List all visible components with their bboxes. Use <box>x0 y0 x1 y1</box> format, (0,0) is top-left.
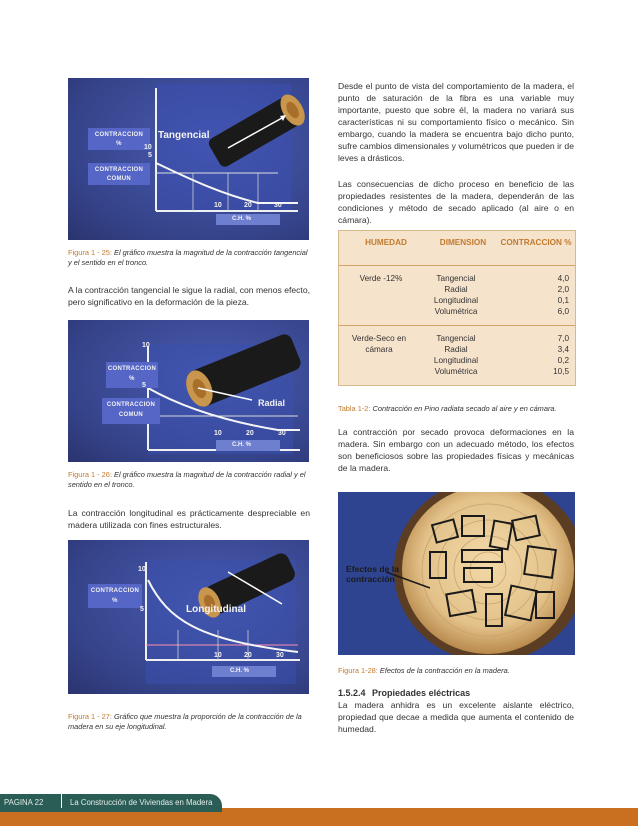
table-cell-value: 6,0 <box>557 307 569 316</box>
table-cell-value: 4,0 <box>557 274 569 283</box>
y-tick-10: 10 <box>138 566 146 573</box>
x-tick-20: 20 <box>246 430 254 437</box>
figure-tangencial-photo <box>68 78 309 240</box>
effects-label-line1: Efectos de la <box>346 564 400 574</box>
effects-label-line2: contracción <box>346 574 395 584</box>
figure-25-number: Figura 1 - 25: <box>68 248 112 257</box>
table-header-dimension: DIMENSION <box>439 238 487 247</box>
slide-label-percent: % <box>129 376 135 382</box>
section-title-text: Propiedades eléctricas <box>372 688 471 698</box>
page-number: PAGINA 22 <box>4 798 44 807</box>
curve-label-tangencial: Tangencial <box>158 130 210 141</box>
curve-label-radial: Radial <box>258 398 286 408</box>
table-cell-dimension: Radial <box>444 285 468 294</box>
slide-label-contraccion-comun: CONTRACCION <box>106 402 156 408</box>
table-divider <box>339 325 575 326</box>
figure-radial-photo <box>68 320 309 462</box>
table-cell-value: 0,2 <box>557 356 569 365</box>
table-row-humedad: Verde-Seco en cámara <box>351 334 407 354</box>
table-header-contraccion: CONTRACCION % <box>500 238 572 247</box>
x-tick-10: 10 <box>214 202 222 209</box>
longitudinal-chart-graphic <box>68 540 309 694</box>
figure-27-caption <box>68 712 310 732</box>
x-tick-10: 10 <box>214 430 222 437</box>
radial-chart-graphic <box>68 320 309 462</box>
slide-label-contraccion: CONTRACCION <box>90 588 140 594</box>
slide-label-contraccion-comun: CONTRACCION <box>94 167 144 173</box>
table-divider <box>339 265 575 266</box>
figure-25-caption <box>68 248 310 268</box>
slide-label-contraccion: CONTRACCION <box>107 366 157 372</box>
table-row-humedad: Verde -12% <box>359 274 403 283</box>
table-cell-value: 3,4 <box>557 345 569 354</box>
left-paragraph-1: A la contracción tangencial le sigue la radial, con menos efecto, pero significativo en la deformación de la pieza. <box>68 285 310 307</box>
y-tick-10: 10 <box>144 144 152 151</box>
slide-label-percent: % <box>112 598 118 604</box>
table-cell-dimension: Radial <box>444 345 468 354</box>
slide-label-percent: % <box>116 141 122 147</box>
table-caption-text: Contracción en Pino radiata secado al aire y en cámara. <box>372 404 557 413</box>
x-tick-30: 30 <box>274 202 282 209</box>
table-caption <box>338 404 578 414</box>
footer-separator <box>61 788 62 808</box>
figure-28-text: Efectos de la contracción en la madera. <box>379 666 510 675</box>
footer-book-title: La Construcción de Viviendas en Madera <box>70 798 213 807</box>
table-cell-dimension: Tangencial <box>436 334 476 343</box>
x-tick-20: 20 <box>244 202 252 209</box>
section-paragraph: La madera anhidra es un excelente aislante eléctrico, propiedad que decae a medida que aumenta el contenido de humedad. <box>338 700 574 734</box>
tangencial-chart-graphic <box>68 78 309 240</box>
table-cell-value: 2,0 <box>557 285 569 294</box>
figure-26-number: Figura 1 - 26: <box>68 470 112 479</box>
figure-longitudinal-photo <box>68 540 309 694</box>
slide-label-comun: COMUN <box>106 176 132 182</box>
y-tick-10: 10 <box>142 342 150 349</box>
table-cell-dimension: Volumétrica <box>434 367 478 376</box>
x-tick-30: 30 <box>276 652 284 659</box>
table-cell-dimension: Longitudinal <box>433 296 479 305</box>
x-unit-label: C.H. % <box>232 216 252 222</box>
y-tick-5: 5 <box>148 152 152 159</box>
figure-26-text: El gráfico muestra la magnitud de la contracción radial y el sentido en el tronco. <box>68 470 306 489</box>
curve-label-longitudinal: Longitudinal <box>186 604 246 615</box>
x-unit-label: C.H. % <box>232 442 252 448</box>
table-cell-dimension: Longitudinal <box>433 356 479 365</box>
contraction-table <box>338 230 576 386</box>
figure-28-caption <box>338 666 578 676</box>
left-paragraph-2: La contracción longitudinal es prácticamente despreciable en madera utilizada con fines estructurales. <box>68 508 310 530</box>
figure-26-caption <box>68 470 310 490</box>
x-unit-label: C.H. % <box>230 668 250 674</box>
table-cell-dimension: Volumétrica <box>434 307 478 316</box>
table-cell-value: 10,5 <box>553 367 569 376</box>
y-tick-5: 5 <box>140 606 144 613</box>
table-cell-value: 7,0 <box>557 334 569 343</box>
table-cell-dimension: Tangencial <box>436 274 476 283</box>
figure-28-number: Figura 1-28: <box>338 666 378 675</box>
table-header-humedad: HUMEDAD <box>365 238 407 247</box>
x-tick-10: 10 <box>214 652 222 659</box>
y-tick-5: 5 <box>142 382 146 389</box>
table-cell-value: 0,1 <box>557 296 569 305</box>
x-tick-20: 20 <box>244 652 252 659</box>
figure-27-number: Figura 1 - 27: <box>68 712 112 721</box>
right-paragraph-3: La contracción por secado provoca deformaciones en la madera. Sin embargo con un adecuado método, los efectos son beneficiosos sobre las propiedades físicas y mecánicas de la madera. <box>338 427 574 473</box>
slide-label-contraccion: CONTRACCION <box>94 132 144 138</box>
right-paragraph-2: Las consecuencias de dicho proceso en beneficio de las propiedades resistentes de la madera, dependerán de las condiciones y método de secado aplicado (al aire o en cámara). <box>338 179 574 225</box>
right-paragraph-1: Desde el punto de vista del comportamiento de la madera, el punto de saturación de la fibra es una variable muy importante, puesto que sobre él, la madera no variará sus características ni su comportamiento físico o mecánico. Sin embargo, cuando la madera se encuentra bajo dicho punto, sufre cambios dimensionales y volumétricos que pueden ir de leves a drásticos. <box>338 81 574 163</box>
figure-contraction-effects-photo <box>338 492 575 655</box>
x-tick-30: 30 <box>278 430 286 437</box>
table-number: Tabla 1-2: <box>338 404 371 413</box>
figure-25-text: El gráfico muestra la magnitud de la contracción tangencial y el sentido en el tronco. <box>68 248 308 267</box>
section-number: 1.5.2.4 <box>338 688 366 698</box>
section-heading <box>338 688 470 698</box>
figure-27-text: Gráfico que muestra la proporción de la contracción de la madera en su eje longitudinal. <box>68 712 302 731</box>
slide-label-comun: COMUN <box>118 412 144 418</box>
